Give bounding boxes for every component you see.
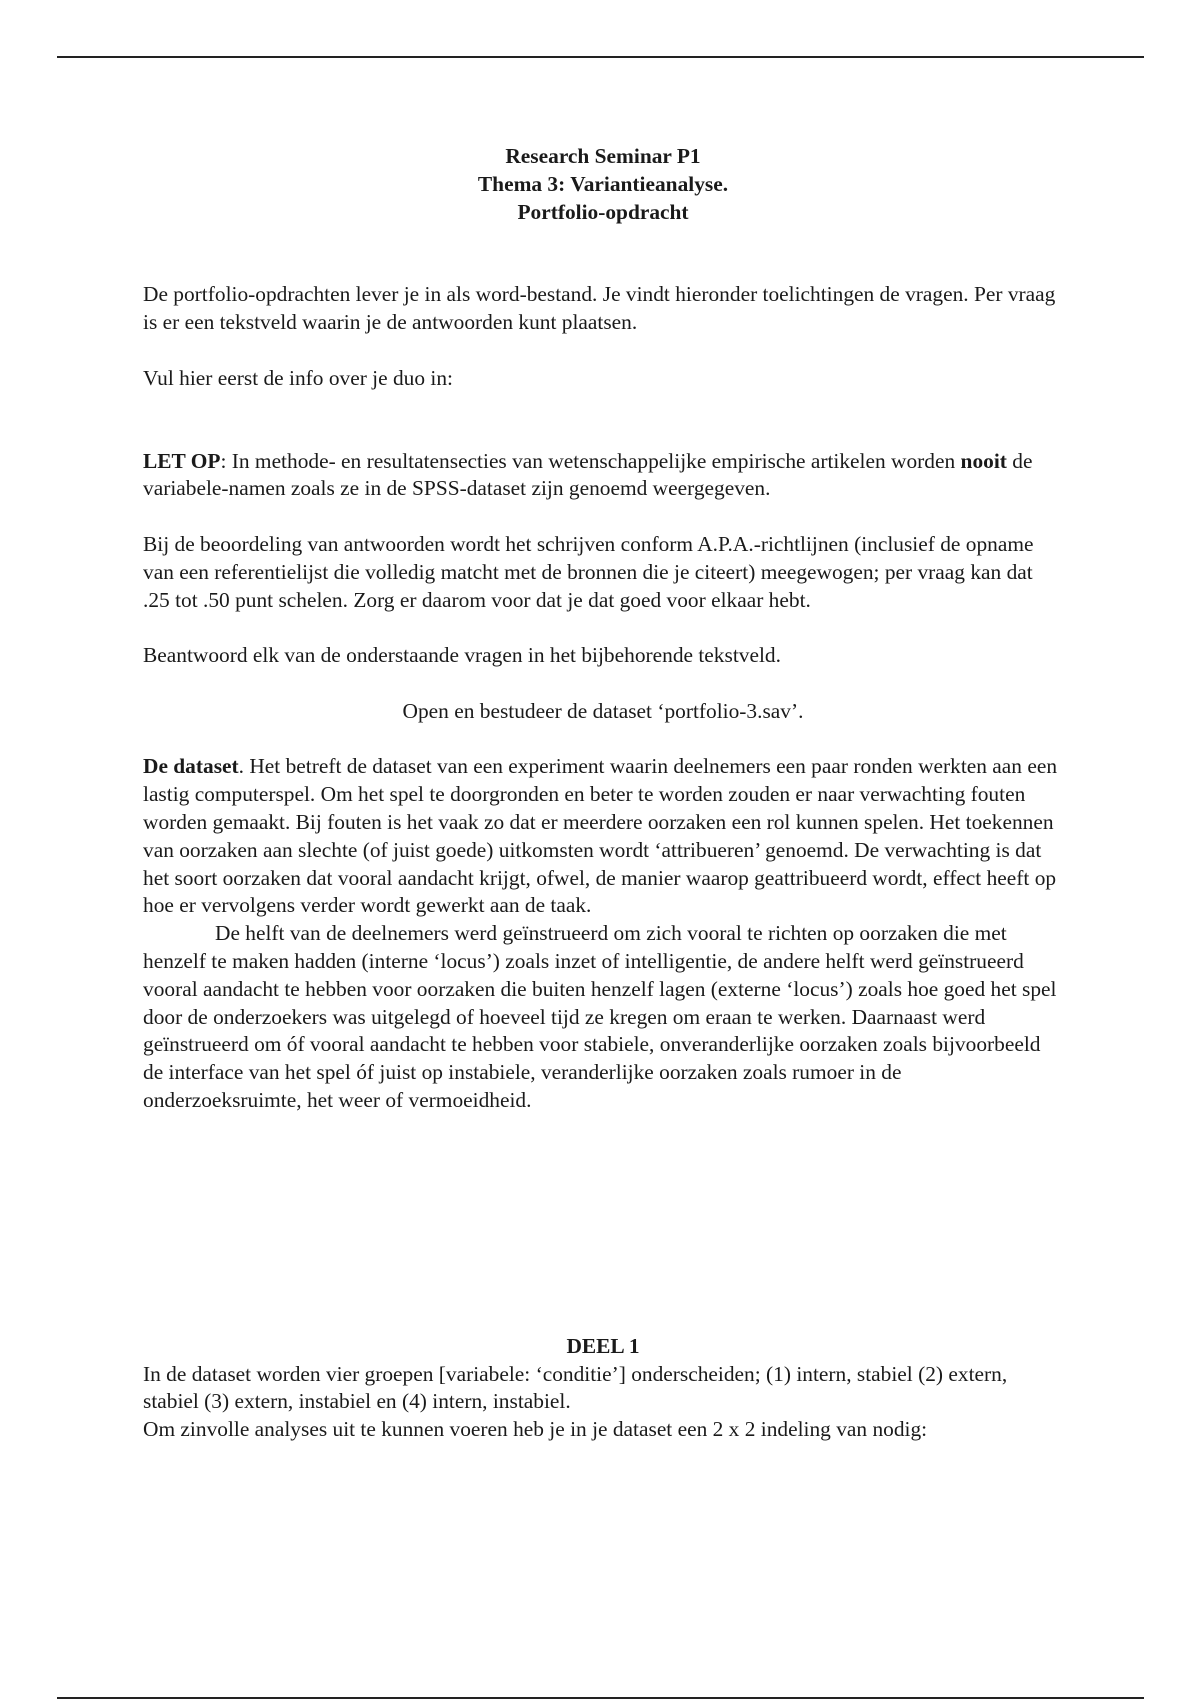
bottom-rule — [57, 1697, 1144, 1699]
top-rule — [57, 56, 1144, 58]
title-assignment: Portfolio-opdracht — [517, 199, 689, 224]
title-block — [143, 143, 1063, 226]
deel1-heading-text: DEEL 1 — [566, 1333, 640, 1358]
document-page — [143, 143, 1063, 1444]
duo-info-prompt: Vul hier eerst de info over je duo in: — [143, 365, 453, 390]
dataset-paragraph — [143, 753, 1063, 920]
section-heading-deel1 — [143, 1333, 1063, 1361]
letop-text-a: : In methode- en resultatensecties van wetenschappelijke empirische artikelen worden — [220, 448, 961, 473]
dataset-label: De dataset — [143, 754, 239, 779]
open-dataset-instruction: Open en bestudeer de dataset ‘portfolio-3.sav’. — [402, 698, 804, 723]
dataset-paragraph-2: De helft van de deelnemers werd geïnstrueerd om zich vooral te richten op oorzaken die met henzelf te maken hadden (interne ‘locus’) zoals inzet of intelligentie, de andere helft werd geïnstrueerd vooral aandacht te hebben voor oorzaken die buiten henzelf lagen (externe ‘locus’) zoals hoe goed het spel door de onderzoekers was uitgelegd of hoeveel tijd ze kregen om eraan te werken. Daarnaast werd geïnstrueerd om óf vooral aandacht te hebben voor stabiele, onveranderlijke oorzaken zoals bijvoorbeeld de interface van het spel óf juist op instabiele, veranderlijke oorzaken zoals rumoer in de onderzoeksruimte, het weer of vermoeidheid. — [143, 921, 1057, 1112]
title-theme: Thema 3: Variantieanalyse. — [477, 171, 729, 196]
letop-paragraph — [143, 448, 1063, 504]
deel1-paragraph-1: In de dataset worden vier groepen [variabele: ‘conditie’] onderscheiden; (1) intern, stabiel (2) extern, stabiel (3) extern, instabiel en (4) intern, instabiel. — [143, 1361, 1008, 1414]
answer-instruction: Beantwoord elk van de onderstaande vragen in het bijbehorende tekstveld. — [143, 643, 781, 668]
grading-paragraph: Bij de beoordeling van antwoorden wordt het schrijven conform A.P.A.-richtlijnen (inclusief de opname van een referentielijst die volledig matcht met de bronnen die je citeert) meegewogen; per vraag kan dat .25 tot .50 punt schelen. Zorg er daarom voor dat je dat goed voor elkaar hebt. — [143, 531, 1034, 612]
deel1-paragraph-2: Om zinvolle analyses uit te kunnen voeren heb je in je dataset een 2 x 2 indeling van nodig: — [143, 1417, 928, 1442]
letop-text-b: de variabele-namen zoals ze in de SPSS-dataset zijn genoemd weergegeven. — [143, 448, 1033, 501]
intro-paragraph: De portfolio-opdrachten lever je in als word-bestand. Je vindt hieronder toelichtingen de vragen. Per vraag is er een tekstveld waarin je de antwoorden kunt plaatsen. — [143, 282, 1056, 335]
letop-label: LET OP — [143, 448, 221, 473]
dataset-text: . Het betreft de dataset van een experiment waarin deelnemers een paar ronden werkten aan een lastig computerspel. Om het spel te doorgronden en beter te worden zouden er naar verwachting fouten worden gemaakt. Bij fouten is het vaak zo dat er meerdere oorzaken een rol kunnen spelen. Het toekennen van oorzaken aan slechte (of juist goede) uitkomsten wordt ‘attribueren’ genoemd. De verwachting is dat het soort oorzaken dat vooral aandacht krijgt, ofwel, de manier waarop geattribueerd wordt, effect heeft op hoe er vervolgens verder wordt gewerkt aan de taak. — [143, 754, 1058, 918]
title-course: Research Seminar P1 — [505, 144, 701, 168]
letop-emphasis: nooit — [960, 448, 1007, 473]
